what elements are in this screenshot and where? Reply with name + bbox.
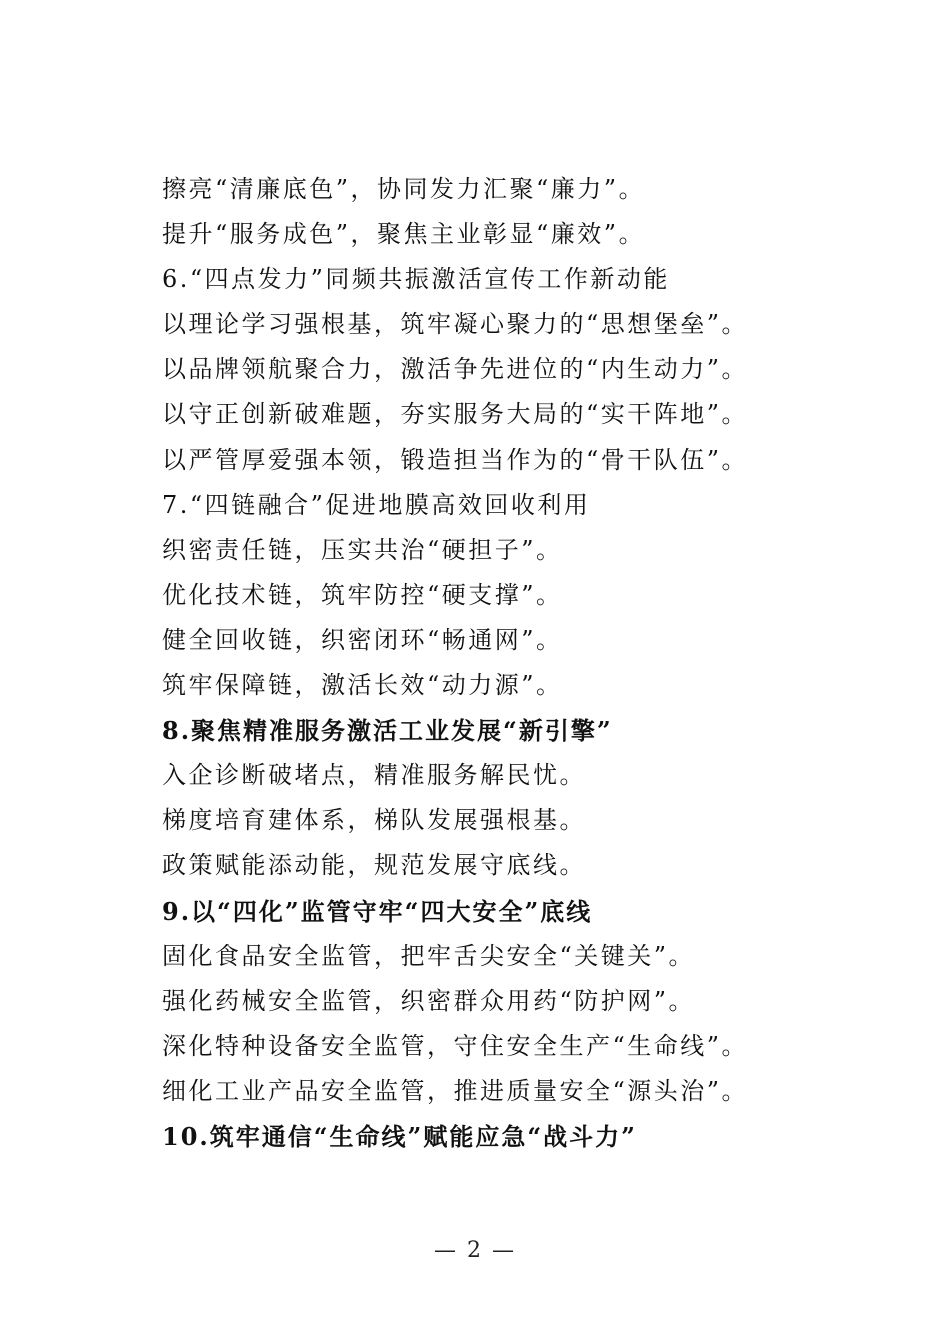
section-heading: 6.“四点发力”同频共振激活宣传工作新动能 <box>162 265 670 294</box>
body-line: 织密责任链，压实共治“硬担子”。 <box>162 535 563 564</box>
body-line: 深化特种设备安全监管，守住安全生产“生命线”。 <box>162 1031 749 1060</box>
body-line: 以严管厚爱强本领，锻造担当作为的“骨干队伍”。 <box>162 445 749 474</box>
body-line: 强化药械安全监管，织密群众用药“防护网”。 <box>162 986 696 1015</box>
page-number: — 2 — <box>434 1238 516 1263</box>
body-line: 优化技术链，筑牢防控“硬支撑”。 <box>162 580 563 609</box>
section-heading: 9.以“四化”监管守牢“四大安全”底线 <box>162 896 593 926</box>
body-line: 以守正创新破难题，夯实服务大局的“实干阵地”。 <box>162 400 749 429</box>
body-line: 细化工业产品安全监管，推进质量安全“源头治”。 <box>162 1076 749 1105</box>
body-line: 提升“服务成色”，聚焦主业彰显“廉效”。 <box>162 220 646 249</box>
body-line: 筑牢保障链，激活长效“动力源”。 <box>162 671 563 700</box>
body-line: 擦亮“清廉底色”，协同发力汇聚“廉力”。 <box>162 175 646 203</box>
section-heading: 7.“四链融合”促进地膜高效回收利用 <box>162 490 591 519</box>
document-body <box>162 167 922 1159</box>
body-line: 入企诊断破堵点，精准服务解民忧。 <box>162 761 586 790</box>
body-line: 健全回收链，织密闭环“畅通网”。 <box>162 625 563 654</box>
body-line: 政策赋能添动能，规范发展守底线。 <box>162 851 586 880</box>
body-line: 以理论学习强根基，筑牢凝心聚力的“思想堡垒”。 <box>162 310 749 339</box>
section-heading: 10.筑牢通信“生命线”赋能应急“战斗力” <box>162 1121 637 1151</box>
body-line: 梯度培育建体系，梯队发展强根基。 <box>162 806 586 835</box>
body-line: 以品牌领航聚合力，激活争先进位的“内生动力”。 <box>162 355 749 384</box>
body-line: 固化食品安全监管，把牢舌尖安全“关键关”。 <box>162 941 696 970</box>
section-heading: 8.聚焦精准服务激活工业发展“新引擎” <box>162 716 613 746</box>
